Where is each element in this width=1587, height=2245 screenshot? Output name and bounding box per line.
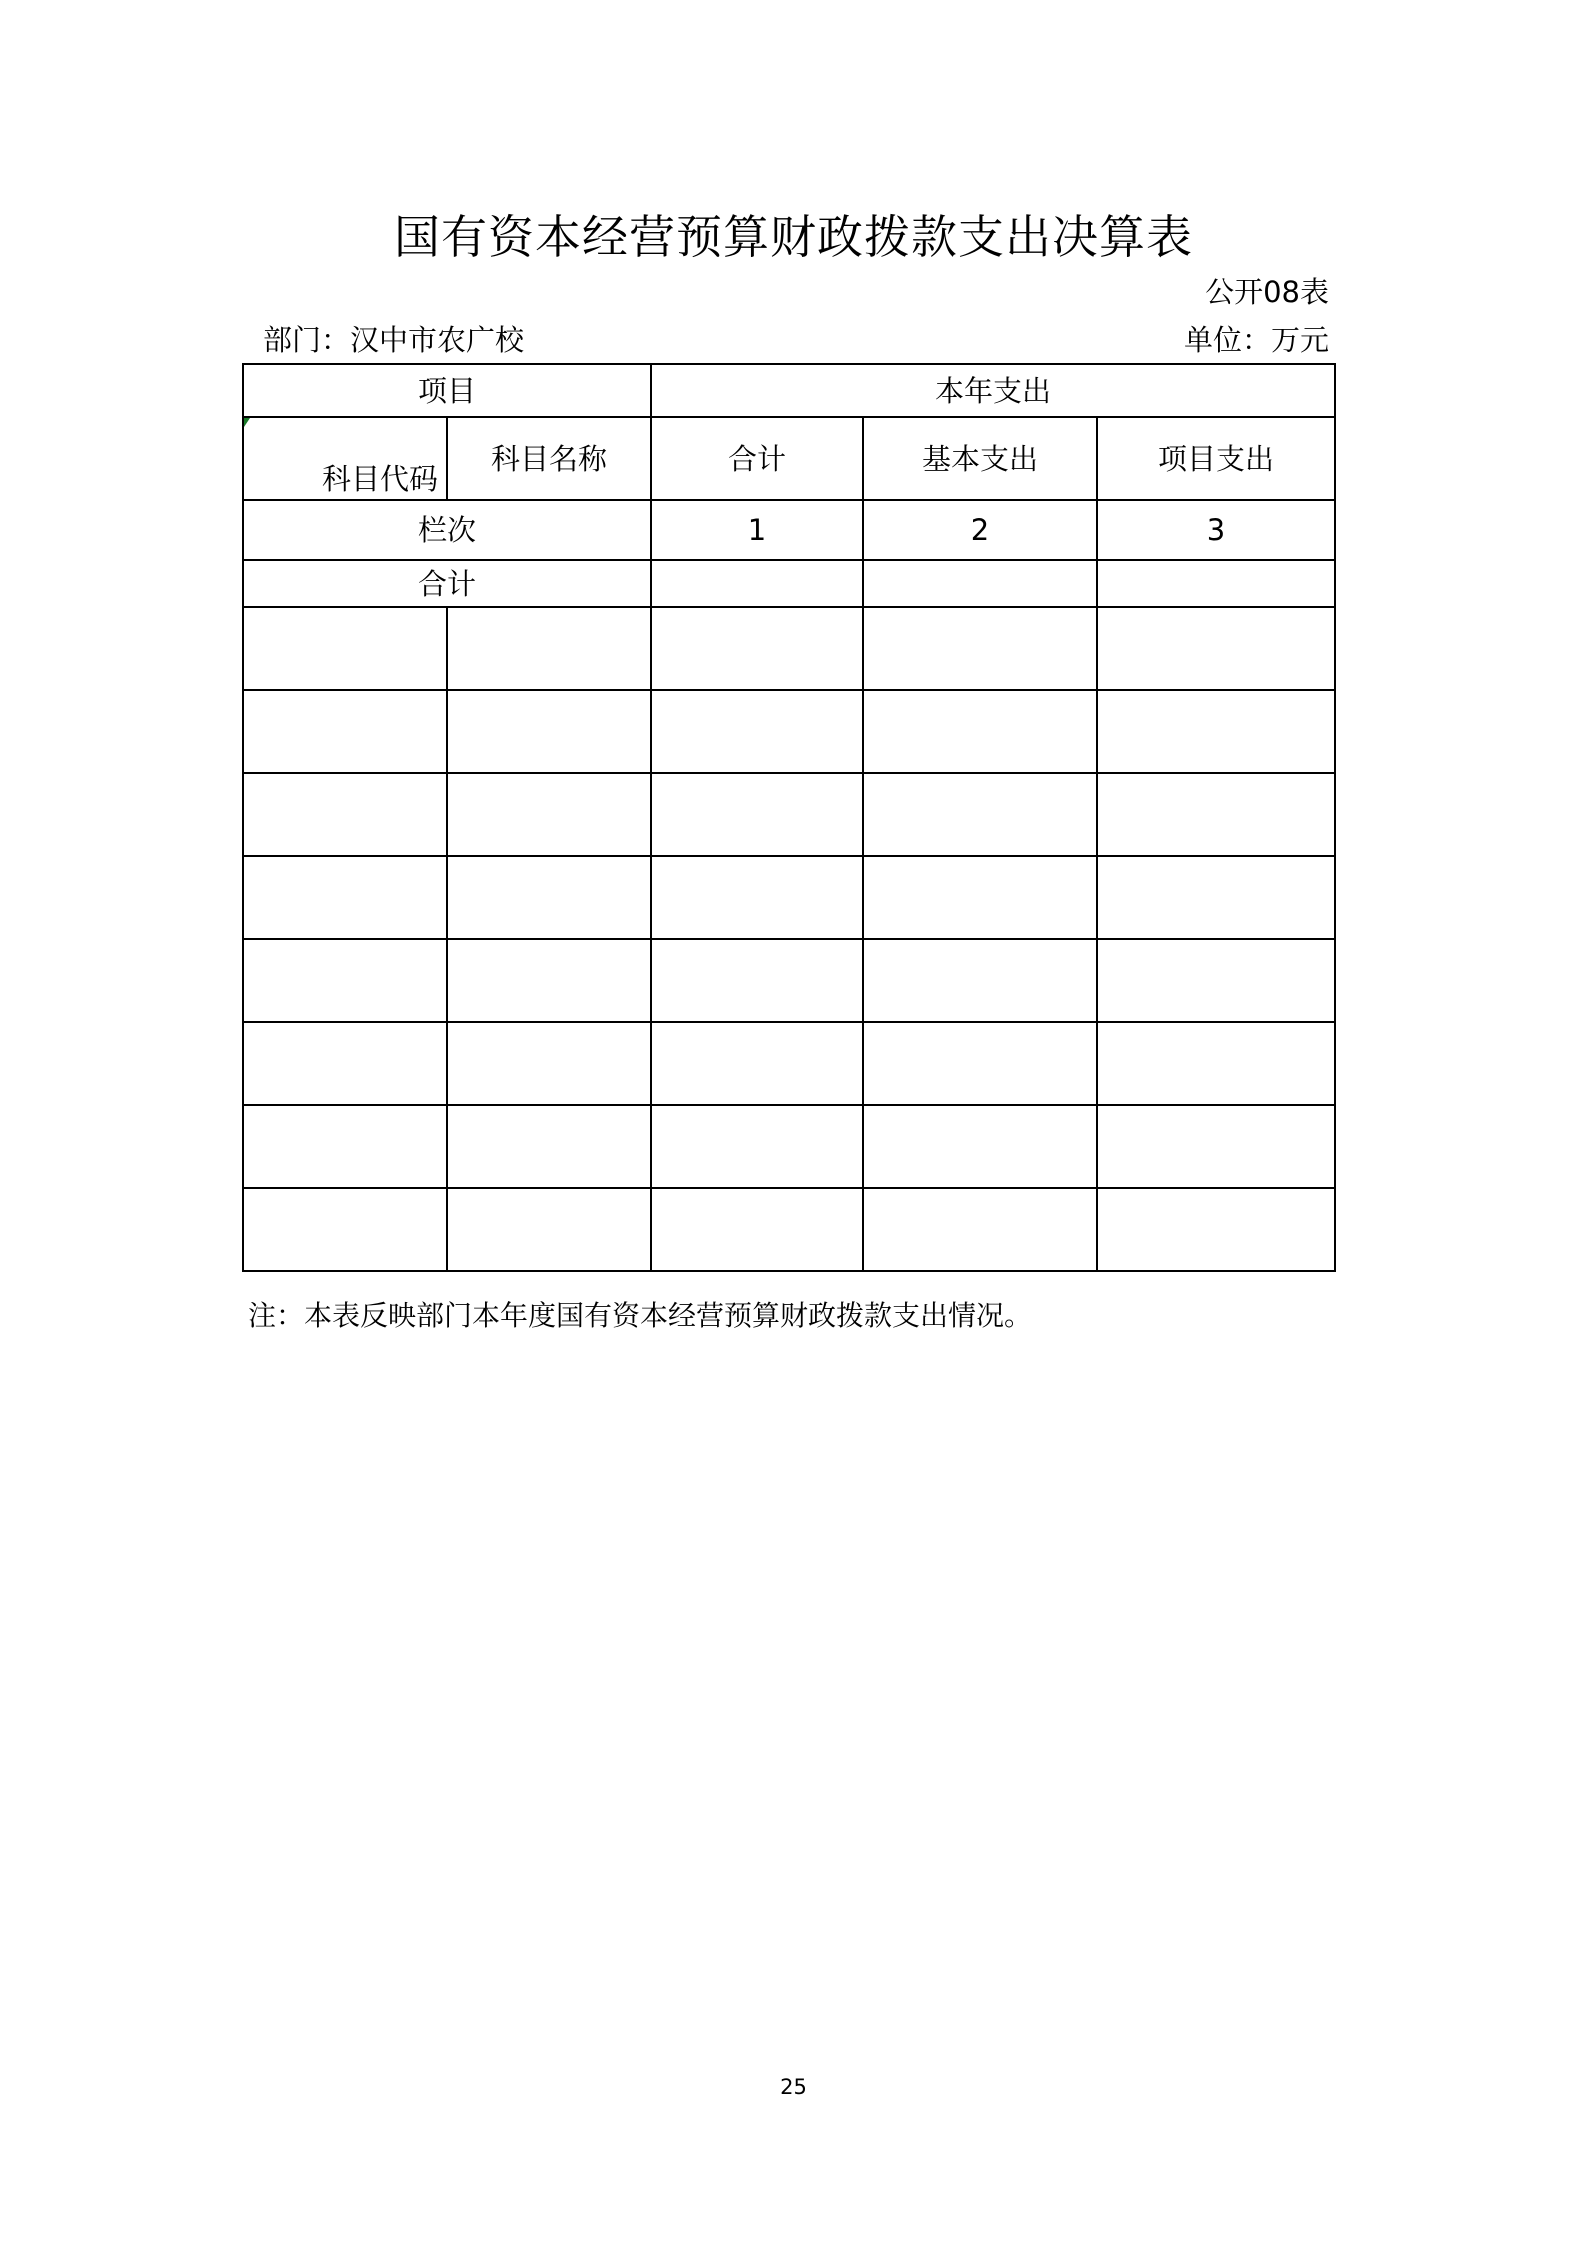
table-cell (447, 856, 651, 939)
table-cell (243, 607, 447, 690)
table-cell (651, 1105, 863, 1188)
column-number: 2 (863, 500, 1097, 560)
table-cell (863, 856, 1097, 939)
table-cell (447, 1022, 651, 1105)
table-cell (651, 1022, 863, 1105)
table-cell (1097, 1188, 1335, 1271)
table-row (243, 939, 1335, 1022)
table-cell (447, 690, 651, 773)
table-row (243, 690, 1335, 773)
table-cell (243, 773, 447, 856)
table-cell (243, 939, 447, 1022)
table-cell (863, 1022, 1097, 1105)
table-header-row (243, 364, 1335, 417)
table-cell (863, 939, 1097, 1022)
table-cell (863, 1105, 1097, 1188)
page-title: 国有资本经营预算财政拨款支出决算表 (394, 210, 1193, 264)
table-cell (447, 773, 651, 856)
table-cell (243, 1105, 447, 1188)
table-cell (243, 1188, 447, 1271)
table-row (243, 607, 1335, 690)
code-header: 科目代码 (322, 462, 439, 496)
table-cell (651, 1188, 863, 1271)
column-index-label: 栏次 (243, 500, 651, 560)
table-cell (863, 1188, 1097, 1271)
table-cell (863, 690, 1097, 773)
total-header: 合计 (651, 417, 863, 500)
table-cell (863, 607, 1097, 690)
table-cell (447, 1188, 651, 1271)
table-cell (651, 607, 863, 690)
total-row-label: 合计 (243, 560, 651, 607)
table-row (243, 773, 1335, 856)
table-cell (651, 690, 863, 773)
table-cell (447, 607, 651, 690)
column-index-row (243, 500, 1335, 560)
table-cell (1097, 856, 1335, 939)
item-header: 项目 (243, 364, 651, 417)
table-row (243, 1022, 1335, 1105)
department-label: 部门：汉中市农广校 (263, 323, 525, 357)
table-cell (1097, 607, 1335, 690)
table-cell (447, 1105, 651, 1188)
basic-header: 基本支出 (863, 417, 1097, 500)
code-header-cell (243, 417, 447, 500)
column-number: 3 (1097, 500, 1335, 560)
table-subheader-row (243, 417, 1335, 500)
total-cell (863, 560, 1097, 607)
table-cell (651, 856, 863, 939)
table-cell (243, 690, 447, 773)
table-cell (447, 939, 651, 1022)
total-cell (1097, 560, 1335, 607)
page-number: 25 (780, 2075, 807, 2099)
name-header: 科目名称 (447, 417, 651, 500)
table-cell (651, 773, 863, 856)
table-cell (243, 1022, 447, 1105)
project-header: 项目支出 (1097, 417, 1335, 500)
total-row (243, 560, 1335, 607)
cell-comment-marker (244, 418, 250, 427)
table-cell (1097, 773, 1335, 856)
table-cell (243, 856, 447, 939)
table-cell (1097, 1105, 1335, 1188)
table-row (243, 1188, 1335, 1271)
footnote: 注：本表反映部门本年度国有资本经营预算财政拨款支出情况。 (248, 1299, 1033, 1332)
table-row (243, 1105, 1335, 1188)
table-cell (1097, 939, 1335, 1022)
table-cell (863, 773, 1097, 856)
total-cell (651, 560, 863, 607)
table-row (243, 856, 1335, 939)
table-cell (651, 939, 863, 1022)
expenditure-table (242, 363, 1336, 1272)
table-cell (1097, 1022, 1335, 1105)
form-code: 公开08表 (1205, 275, 1329, 309)
table-cell (1097, 690, 1335, 773)
current-year-header: 本年支出 (651, 364, 1335, 417)
column-number: 1 (651, 500, 863, 560)
unit-label: 单位：万元 (1183, 323, 1329, 357)
